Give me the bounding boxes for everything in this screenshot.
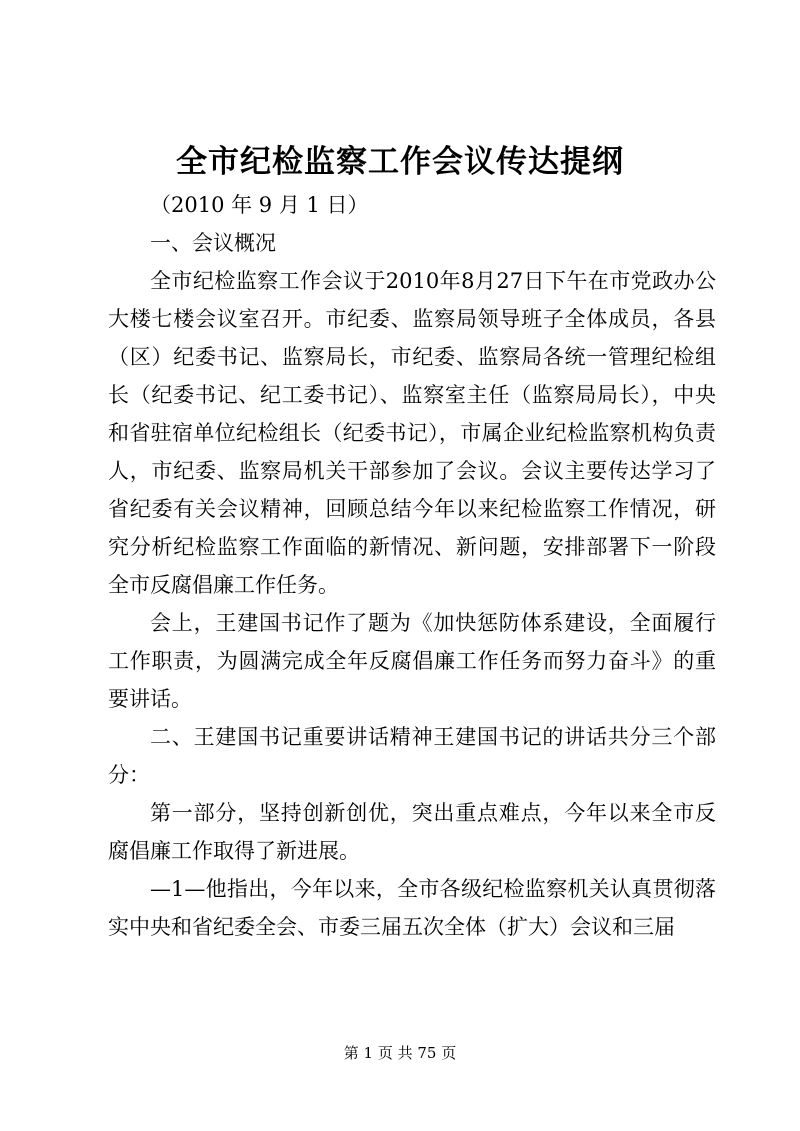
- section-heading-speech: 二、王建国书记重要讲话精神王建国书记的讲话共分三个部分：: [108, 725, 716, 787]
- section-heading-overview: 一、会议概况: [150, 231, 276, 255]
- page-number-footer: 第 1 页 共 75 页: [343, 1044, 457, 1062]
- paragraph-meeting-summary: 全市纪检监察工作会议于2010年8月27日下午在市党政办公大楼七楼会议室召开。市纪委、监察局领导班子全体成员，各县（区）纪委书记、监察局长，市纪委、监察局各统一管理纪检组长（纪委书记、纪工委书记）、监察室主任（监察局局长），中央和省驻宿单位纪检组长（纪委书记），市属企业纪检监察机构负责人，市纪委、监察局机关干部参加了会议。会议主要传达学习了省纪委有关会议精神，回顾总结今年以来纪检监察工作情况，研究分析纪检监察工作面临的新情况、新问题，安排部署下一阶段全市反腐倡廉工作任务。: [108, 269, 716, 597]
- document-date: （2010 年 9 月 1 日）: [150, 193, 369, 217]
- paragraph-speech-intro: 会上，王建国书记作了题为《加快惩防体系建设，全面履行工作职责，为圆满完成全年反腐倡廉工作任务而努力奋斗》的重要讲话。: [108, 611, 716, 711]
- document-title: 全市纪检监察工作会议传达提纲: [176, 144, 624, 180]
- paragraph-progress: —1—他指出，今年以来，全市各级纪检监察机关认真贯彻落实中央和省纪委全会、市委三届五次全体（扩大）会议和三届: [108, 877, 716, 939]
- paragraph-part-one: 第一部分，坚持创新创优，突出重点难点，今年以来全市反腐倡廉工作取得了新进展。: [108, 801, 716, 863]
- document-body: [108, 186, 716, 946]
